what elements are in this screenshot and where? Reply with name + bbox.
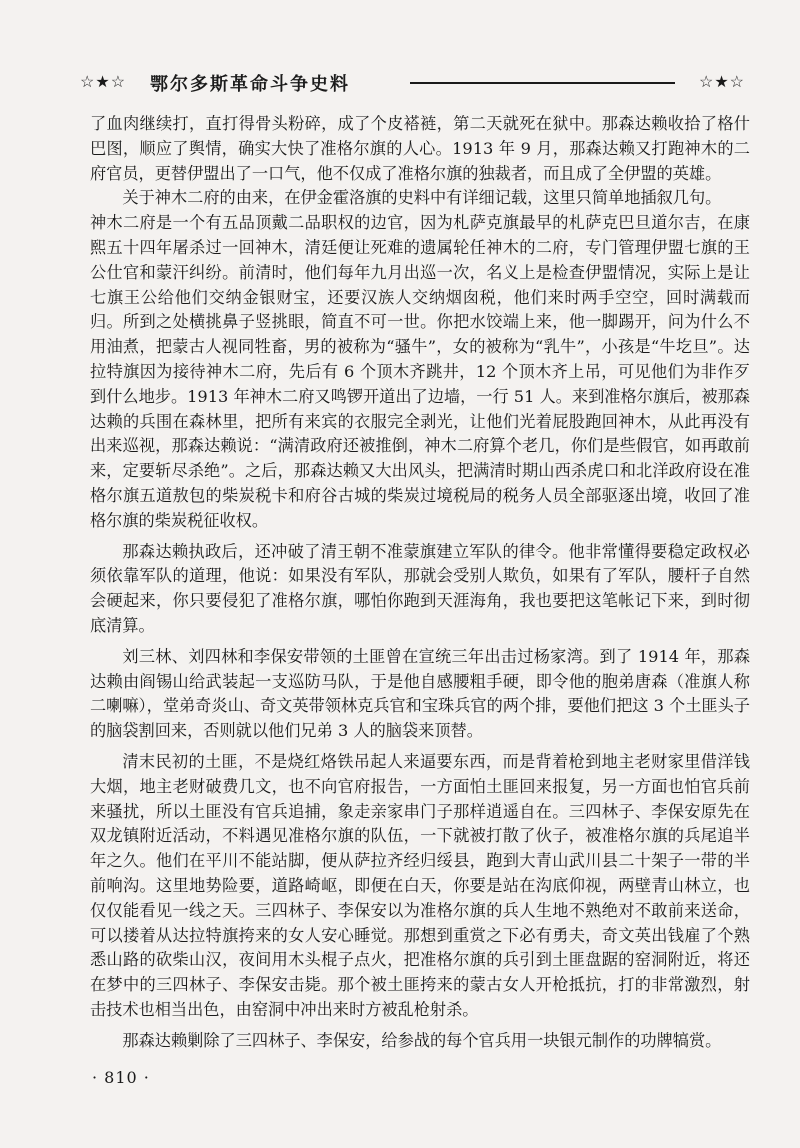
page-number: · 810 · xyxy=(92,1068,150,1087)
header-stars-right-icon: ☆★☆ xyxy=(698,72,745,91)
series-title: 鄂尔多斯革命斗争史料 xyxy=(150,74,350,95)
paragraph: 清末民初的土匪，不是烧红烙铁吊起人来逼要东西，而是背着枪到地主老财家里借洋钱大烟，地主老财破费几文，也不向官府报告，一方面怕土匪回来报复，另一方面也怕官兵前来骚扰，所以土匪没有官兵追捕，象走亲家串门子那样逍遥自在。三四林子、李保安原先在双龙镇附近活动，不料遇见准格尔旗的队伍，一下就被打散了伙子，被准格尔旗的兵尾追半年之久。他们在平川不能站脚，便从萨拉齐经归绥县，跑到大青山武川县二十架子一带的半前响沟。这里地势险要，道路崎岖，即便在白天，你要是站在沟底仰视，两壁青山林立，也仅仅能看见一线之天。三四林子、李保安以为准格尔旗的兵人生地不熟绝对不敢前来送命，可以搂着从达拉特旗挎来的女人安心睡觉。那想到重赏之下必有勇夫，奇文英出钱雇了个熟悉山路的砍柴山汉，夜间用木头棍子点火，把准格尔旗的兵引到土匪盘踞的窑洞附近，将还在梦中的三四林子、李保安击毙。那个被土匪挎来的蒙古女人开枪抵抗，打的非常激烈，射击技术也相当出色，由窑洞中冲出来时方被乱枪射杀。 xyxy=(90,751,750,1019)
body-text xyxy=(90,112,750,1053)
paragraph: 关于神木二府的由来，在伊金霍洛旗的史料中有详细记载，这里只简单地插叙几句。 xyxy=(122,188,722,208)
running-header xyxy=(80,70,745,98)
paragraph: 神木二府是一个有五品顶戴二品职权的边官，因为札萨克旗最早的札萨克巴旦道尔吉，在康熙五十四年屠杀过一回神木，清廷便让死难的遗属轮任神木的二府，专门管理伊盟七旗的王公仕官和蒙汗纠纷。前清时，他们每年九月出巡一次，名义上是检查伊盟情况，实际上是让七旗王公给他们交纳金银财宝，还要汉族人交纳烟囱税，他们来时两手空空，回时满载而归。所到之处横挑鼻子竖挑眼，简直不可一世。你把水饺端上来，他一脚踢开，问为什么不用油煮，把蒙古人视同牲畜，男的被称为“骚牛”，女的被称为“乳牛”，小孩是“牛圪旦”。达拉特旗因为接待神木二府，先后有 6 个顶木齐跳井，12 个顶木齐上吊，可见他们为非作歹到什么地步。1913 年神木二府又鸣锣开道出了边墙，一行 51 人。来到准格尔旗后，被那森达赖的兵围在森林里，把所有来宾的衣服完全剥光，让他们光着屁股跑回神木，从此再没有出来巡视，那森达赖说：“满清政府还被推倒，神木二府算个老几，你们是些假官，如再敢前来，定要斩尽杀绝”。之后，那森达赖又大出风头，把满清时期山西杀虎口和北洋政府设在准格尔旗五道敖包的柴炭税卡和府谷古城的柴炭过境税局的税务人员全部驱逐出境，收回了准格尔旗的柴炭税征收权。 xyxy=(90,213,750,530)
paragraph: 刘三林、刘四林和李保安带领的土匪曾在宣统三年出击过杨家湾。到了 1914 年，那森达赖由阎锡山给武装起一支巡防马队，于是他自感腰粗手硬，即令他的胞弟唐森（准旗人称二喇嘛），堂弟奇炎山、奇文英带领林克兵官和宝珠兵官的两个排，要他们把这 3 个土匪头子的脑袋割回来，否则就以他们兄弟 3 人的脑袋来顶替。 xyxy=(90,646,750,741)
paragraph: 那森达赖剿除了三四林子、李保安，给参战的每个官兵用一块银元制作的功牌犒赏。 xyxy=(122,1030,722,1050)
header-stars-left-icon: ☆★☆ xyxy=(80,72,127,91)
paragraph: 那森达赖执政后，还冲破了清王朝不准蒙旗建立军队的律令。他非常懂得要稳定政权必须依靠军队的道理，他说：如果没有军队，那就会受别人欺负，如果有了军队，腰杆子自然会硬起来，你只要侵犯了准格尔旗，哪怕你跑到天涯海角，我也要把这笔帐记下来，到时彻底清算。 xyxy=(90,541,750,635)
header-rule xyxy=(410,82,675,84)
paragraph: 了血肉继续打，直打得骨头粉碎，成了个皮褡裢，第二天就死在狱中。那森达赖收拾了格什巴图，顺应了舆情，确实大快了准格尔旗的人心。1913 年 9 月，那森达赖又打跑神木的二府官员，更替伊盟出了一口气，他不仅成了准格尔旗的独裁者，而且成了全伊盟的英雄。 xyxy=(90,114,750,183)
